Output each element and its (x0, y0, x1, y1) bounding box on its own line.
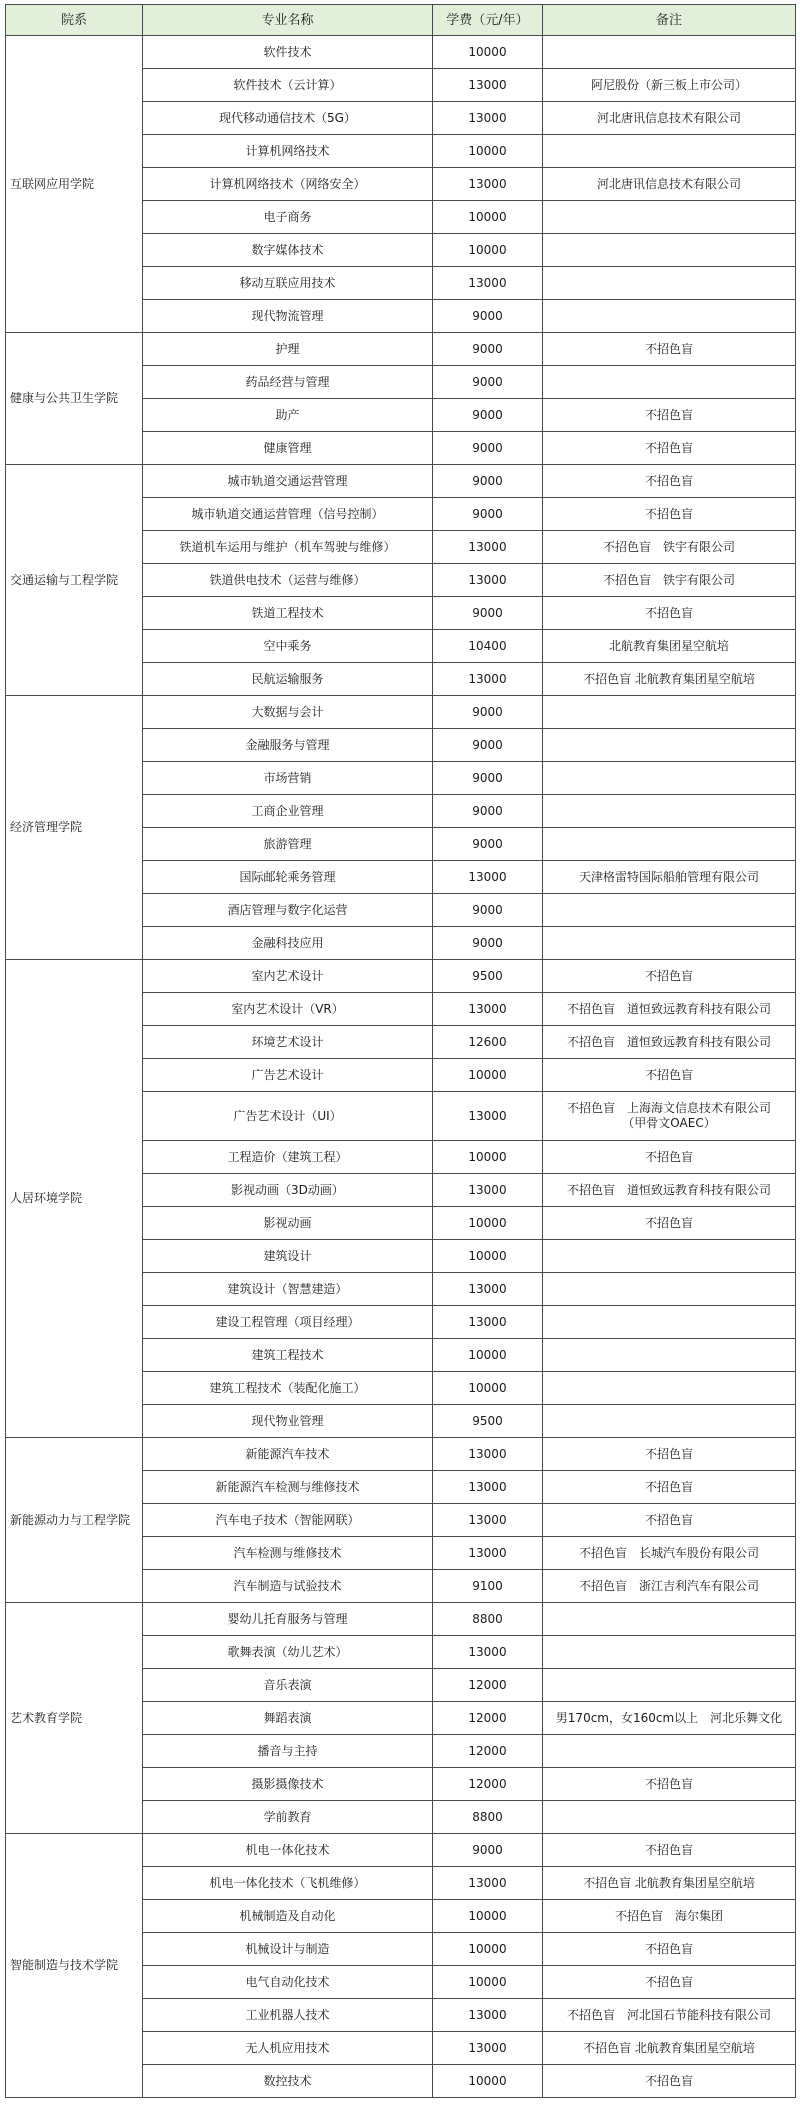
college-cell: 人居环境学院 (6, 960, 143, 1438)
header-college: 院系 (6, 5, 143, 36)
note-text: 不招色盲 (644, 1215, 693, 1230)
fee-cell: 9000 (433, 729, 543, 762)
note-text: 不招色盲 (644, 1974, 693, 1989)
college-cell: 艺术教育学院 (6, 1603, 143, 1834)
major-cell: 汽车检测与维修技术 (143, 1537, 433, 1570)
note-cell (543, 1438, 796, 1471)
note-text: 不招色盲 (644, 407, 693, 422)
header-row (6, 5, 796, 36)
note-cell (543, 1669, 796, 1702)
note-cell (543, 564, 796, 597)
fee-cell: 9000 (433, 432, 543, 465)
note-cell (543, 1405, 796, 1438)
note-cell (543, 1059, 796, 1092)
fee-cell: 10400 (433, 630, 543, 663)
fee-cell: 13000 (433, 1092, 543, 1141)
note-cell (543, 1867, 796, 1900)
major-cell: 现代移动通信技术（5G） (143, 102, 433, 135)
table-row (6, 960, 796, 993)
note-cell (543, 630, 796, 663)
fee-cell: 10000 (433, 1900, 543, 1933)
fee-cell: 10000 (433, 1372, 543, 1405)
note-cell (543, 1372, 796, 1405)
major-cell: 音乐表演 (143, 1669, 433, 1702)
note-cell (543, 1306, 796, 1339)
major-cell: 机械设计与制造 (143, 1933, 433, 1966)
note-text: 不招色盲 北航教育集团星空航培 (583, 671, 755, 686)
note-text: 不招色盲 道恒致远教育科技有限公司 (566, 1034, 771, 1049)
fee-cell: 10000 (433, 1339, 543, 1372)
fee-cell: 12600 (433, 1026, 543, 1059)
major-cell: 现代物流管理 (143, 300, 433, 333)
major-cell: 计算机网络技术 (143, 135, 433, 168)
fee-cell: 9000 (433, 465, 543, 498)
fee-cell: 13000 (433, 1537, 543, 1570)
note-text: 不招色盲 北航教育集团星空航培 (583, 1875, 755, 1890)
major-cell: 环境艺术设计 (143, 1026, 433, 1059)
college-cell: 经济管理学院 (6, 696, 143, 960)
fee-cell: 10000 (433, 135, 543, 168)
major-cell: 数控技术 (143, 2065, 433, 2098)
header-fee: 学费（元/年） (433, 5, 543, 36)
major-cell: 移动互联应用技术 (143, 267, 433, 300)
major-cell: 城市轨道交通运营管理（信号控制） (143, 498, 433, 531)
fee-cell: 10000 (433, 1059, 543, 1092)
college-cell: 互联网应用学院 (6, 36, 143, 333)
note-cell (543, 729, 796, 762)
note-text: 不招色盲 (644, 1776, 693, 1791)
note-cell (543, 1207, 796, 1240)
note-text: 不招色盲 (644, 1479, 693, 1494)
note-cell (543, 993, 796, 1026)
major-cell: 电气自动化技术 (143, 1966, 433, 1999)
major-cell: 建设工程管理（项目经理） (143, 1306, 433, 1339)
fee-cell: 13000 (433, 2032, 543, 2065)
header-note: 备注 (543, 5, 796, 36)
major-cell: 学前教育 (143, 1801, 433, 1834)
major-cell: 数字媒体技术 (143, 234, 433, 267)
note-cell (543, 1273, 796, 1306)
note-cell (543, 201, 796, 234)
note-cell (543, 333, 796, 366)
fee-cell: 12000 (433, 1669, 543, 1702)
note-cell (543, 498, 796, 531)
fee-cell: 9000 (433, 597, 543, 630)
note-cell (543, 1026, 796, 1059)
fee-cell: 13000 (433, 993, 543, 1026)
fee-cell: 9000 (433, 366, 543, 399)
note-cell (543, 135, 796, 168)
fee-cell: 13000 (433, 168, 543, 201)
note-text: 不招色盲 (644, 473, 693, 488)
table-row (6, 696, 796, 729)
note-cell (543, 1603, 796, 1636)
tuition-sheet (5, 4, 795, 2098)
note-text-line2: （甲骨文OAEC） (622, 1116, 716, 1130)
major-cell: 软件技术 (143, 36, 433, 69)
note-text: 不招色盲 道恒致远教育科技有限公司 (566, 1001, 771, 1016)
table-row (6, 465, 796, 498)
note-text: 河北唐讯信息技术有限公司 (596, 176, 741, 191)
note-cell (543, 399, 796, 432)
major-cell: 机械制造及自动化 (143, 1900, 433, 1933)
fee-cell: 9000 (433, 894, 543, 927)
fee-cell: 10000 (433, 1141, 543, 1174)
major-cell: 室内艺术设计 (143, 960, 433, 993)
major-cell: 市场营销 (143, 762, 433, 795)
note-cell (543, 531, 796, 564)
note-text: 不招色盲 海尔集团 (614, 1908, 723, 1923)
fee-cell: 10000 (433, 1240, 543, 1273)
fee-cell: 9500 (433, 1405, 543, 1438)
table-row (6, 1438, 796, 1471)
tuition-table (5, 4, 796, 2098)
note-cell (543, 102, 796, 135)
college-cell: 交通运输与工程学院 (6, 465, 143, 696)
major-cell: 播音与主持 (143, 1735, 433, 1768)
major-cell: 铁道工程技术 (143, 597, 433, 630)
major-cell: 室内艺术设计（VR） (143, 993, 433, 1026)
note-text: 北航教育集团星空航培 (608, 638, 729, 653)
note-text: 不招色盲 浙江吉利汽车有限公司 (578, 1578, 759, 1593)
fee-cell: 9000 (433, 696, 543, 729)
note-cell (543, 168, 796, 201)
fee-cell: 10000 (433, 2065, 543, 2098)
note-cell (543, 1768, 796, 1801)
note-cell (543, 1240, 796, 1273)
major-cell: 新能源汽车检测与维修技术 (143, 1471, 433, 1504)
major-cell: 新能源汽车技术 (143, 1438, 433, 1471)
major-cell: 城市轨道交通运营管理 (143, 465, 433, 498)
note-cell (543, 1801, 796, 1834)
note-text: 不招色盲 (644, 1149, 693, 1164)
note-text: 阿尼股份（新三板上市公司） (590, 77, 747, 92)
note-cell (543, 1537, 796, 1570)
major-cell: 工业机器人技术 (143, 1999, 433, 2032)
college-cell: 智能制造与技术学院 (6, 1834, 143, 2098)
major-cell: 歌舞表演（幼儿艺术） (143, 1636, 433, 1669)
fee-cell: 13000 (433, 1504, 543, 1537)
note-text: 不招色盲 (644, 1446, 693, 1461)
note-cell (543, 465, 796, 498)
note-cell (543, 927, 796, 960)
fee-cell: 10000 (433, 1933, 543, 1966)
note-cell (543, 1092, 796, 1141)
note-text: 河北唐讯信息技术有限公司 (596, 110, 741, 125)
note-cell (543, 432, 796, 465)
major-cell: 工程造价（建筑工程） (143, 1141, 433, 1174)
note-cell (543, 1702, 796, 1735)
major-cell: 广告艺术设计 (143, 1059, 433, 1092)
note-cell (543, 366, 796, 399)
fee-cell: 13000 (433, 663, 543, 696)
note-cell (543, 2032, 796, 2065)
note-text: 不招色盲 (644, 440, 693, 455)
note-cell (543, 1141, 796, 1174)
major-cell: 软件技术（云计算） (143, 69, 433, 102)
major-cell: 铁道供电技术（运营与维修） (143, 564, 433, 597)
note-text: 不招色盲 (644, 506, 693, 521)
note-cell (543, 663, 796, 696)
note-text: 不招色盲 (644, 968, 693, 983)
major-cell: 婴幼儿托育服务与管理 (143, 1603, 433, 1636)
table-body (6, 36, 796, 2098)
fee-cell: 12000 (433, 1768, 543, 1801)
table-row (6, 333, 796, 366)
major-cell: 舞蹈表演 (143, 1702, 433, 1735)
major-cell: 计算机网络技术（网络安全） (143, 168, 433, 201)
note-cell (543, 69, 796, 102)
major-cell: 健康管理 (143, 432, 433, 465)
major-cell: 广告艺术设计（UI） (143, 1092, 433, 1141)
college-cell: 健康与公共卫生学院 (6, 333, 143, 465)
fee-cell: 13000 (433, 1471, 543, 1504)
fee-cell: 13000 (433, 564, 543, 597)
fee-cell: 10000 (433, 234, 543, 267)
fee-cell: 13000 (433, 1273, 543, 1306)
major-cell: 现代物业管理 (143, 1405, 433, 1438)
fee-cell: 9000 (433, 300, 543, 333)
note-text: 不招色盲 (644, 1512, 693, 1527)
fee-cell: 13000 (433, 531, 543, 564)
note-cell (543, 960, 796, 993)
table-row (6, 1834, 796, 1867)
fee-cell: 13000 (433, 1867, 543, 1900)
note-text: 不招色盲 北航教育集团星空航培 (583, 2040, 755, 2055)
fee-cell: 10000 (433, 36, 543, 69)
major-cell: 机电一体化技术 (143, 1834, 433, 1867)
fee-cell: 10000 (433, 1966, 543, 1999)
table-row (6, 36, 796, 69)
fee-cell: 9000 (433, 1834, 543, 1867)
major-cell: 助产 (143, 399, 433, 432)
note-cell (543, 894, 796, 927)
fee-cell: 13000 (433, 1306, 543, 1339)
major-cell: 建筑工程技术（装配化施工） (143, 1372, 433, 1405)
major-cell: 影视动画 (143, 1207, 433, 1240)
major-cell: 护理 (143, 333, 433, 366)
note-cell (543, 1471, 796, 1504)
note-text: 不招色盲 (644, 1941, 693, 1956)
major-cell: 国际邮轮乘务管理 (143, 861, 433, 894)
fee-cell: 13000 (433, 1636, 543, 1669)
note-text: 男170cm，女160cm以上 河北乐舞文化 (555, 1710, 783, 1725)
note-text: 不招色盲 (644, 605, 693, 620)
major-cell: 建筑设计 (143, 1240, 433, 1273)
note-cell (543, 1999, 796, 2032)
major-cell: 药品经营与管理 (143, 366, 433, 399)
fee-cell: 9000 (433, 927, 543, 960)
note-text: 不招色盲 河北国石节能科技有限公司 (566, 2007, 771, 2022)
header-major: 专业名称 (143, 5, 433, 36)
table-row (6, 1603, 796, 1636)
major-cell: 汽车电子技术（智能网联） (143, 1504, 433, 1537)
note-cell (543, 300, 796, 333)
major-cell: 酒店管理与数字化运营 (143, 894, 433, 927)
note-cell (543, 1900, 796, 1933)
fee-cell: 10000 (433, 1207, 543, 1240)
note-text: 不招色盲 铁宇有限公司 (602, 539, 735, 554)
major-cell: 工商企业管理 (143, 795, 433, 828)
note-text: 不招色盲 (644, 2073, 693, 2088)
note-cell (543, 828, 796, 861)
note-cell (543, 234, 796, 267)
note-cell (543, 1504, 796, 1537)
note-cell (543, 2065, 796, 2098)
major-cell: 建筑工程技术 (143, 1339, 433, 1372)
note-text: 不招色盲 (644, 1842, 693, 1857)
note-cell (543, 36, 796, 69)
note-cell (543, 1636, 796, 1669)
note-cell (543, 762, 796, 795)
note-cell (543, 267, 796, 300)
fee-cell: 13000 (433, 1438, 543, 1471)
major-cell: 金融服务与管理 (143, 729, 433, 762)
major-cell: 旅游管理 (143, 828, 433, 861)
note-cell (543, 795, 796, 828)
note-text: 不招色盲 长城汽车股份有限公司 (578, 1545, 759, 1560)
note-cell (543, 1570, 796, 1603)
note-text: 不招色盲 (644, 341, 693, 356)
fee-cell: 13000 (433, 1174, 543, 1207)
fee-cell: 9000 (433, 399, 543, 432)
fee-cell: 9000 (433, 795, 543, 828)
fee-cell: 9000 (433, 498, 543, 531)
major-cell: 空中乘务 (143, 630, 433, 663)
note-cell (543, 696, 796, 729)
fee-cell: 8800 (433, 1801, 543, 1834)
fee-cell: 13000 (433, 102, 543, 135)
major-cell: 建筑设计（智慧建造） (143, 1273, 433, 1306)
note-text: 不招色盲 道恒致远教育科技有限公司 (566, 1182, 771, 1197)
fee-cell: 9100 (433, 1570, 543, 1603)
note-cell (543, 1174, 796, 1207)
fee-cell: 10000 (433, 201, 543, 234)
major-cell: 汽车制造与试验技术 (143, 1570, 433, 1603)
major-cell: 无人机应用技术 (143, 2032, 433, 2065)
fee-cell: 13000 (433, 861, 543, 894)
major-cell: 机电一体化技术（飞机维修） (143, 1867, 433, 1900)
fee-cell: 12000 (433, 1702, 543, 1735)
note-cell (543, 1735, 796, 1768)
note-cell (543, 597, 796, 630)
note-text: 天津格雷特国际船舶管理有限公司 (578, 869, 759, 884)
major-cell: 铁道机车运用与维护（机车驾驶与维修） (143, 531, 433, 564)
note-cell (543, 1933, 796, 1966)
note-text: 不招色盲 上海海文信息技术有限公司 (566, 1101, 771, 1115)
note-cell (543, 1834, 796, 1867)
major-cell: 电子商务 (143, 201, 433, 234)
note-cell (543, 1966, 796, 1999)
major-cell: 民航运输服务 (143, 663, 433, 696)
major-cell: 大数据与会计 (143, 696, 433, 729)
fee-cell: 9000 (433, 333, 543, 366)
major-cell: 金融科技应用 (143, 927, 433, 960)
fee-cell: 9000 (433, 828, 543, 861)
fee-cell: 9500 (433, 960, 543, 993)
fee-cell: 8800 (433, 1603, 543, 1636)
fee-cell: 12000 (433, 1735, 543, 1768)
college-cell: 新能源动力与工程学院 (6, 1438, 143, 1603)
note-cell (543, 1339, 796, 1372)
fee-cell: 13000 (433, 69, 543, 102)
note-text: 不招色盲 铁宇有限公司 (602, 572, 735, 587)
fee-cell: 9000 (433, 762, 543, 795)
major-cell: 摄影摄像技术 (143, 1768, 433, 1801)
note-text: 不招色盲 (644, 1067, 693, 1082)
fee-cell: 13000 (433, 267, 543, 300)
fee-cell: 13000 (433, 1999, 543, 2032)
major-cell: 影视动画（3D动画） (143, 1174, 433, 1207)
note-cell (543, 861, 796, 894)
